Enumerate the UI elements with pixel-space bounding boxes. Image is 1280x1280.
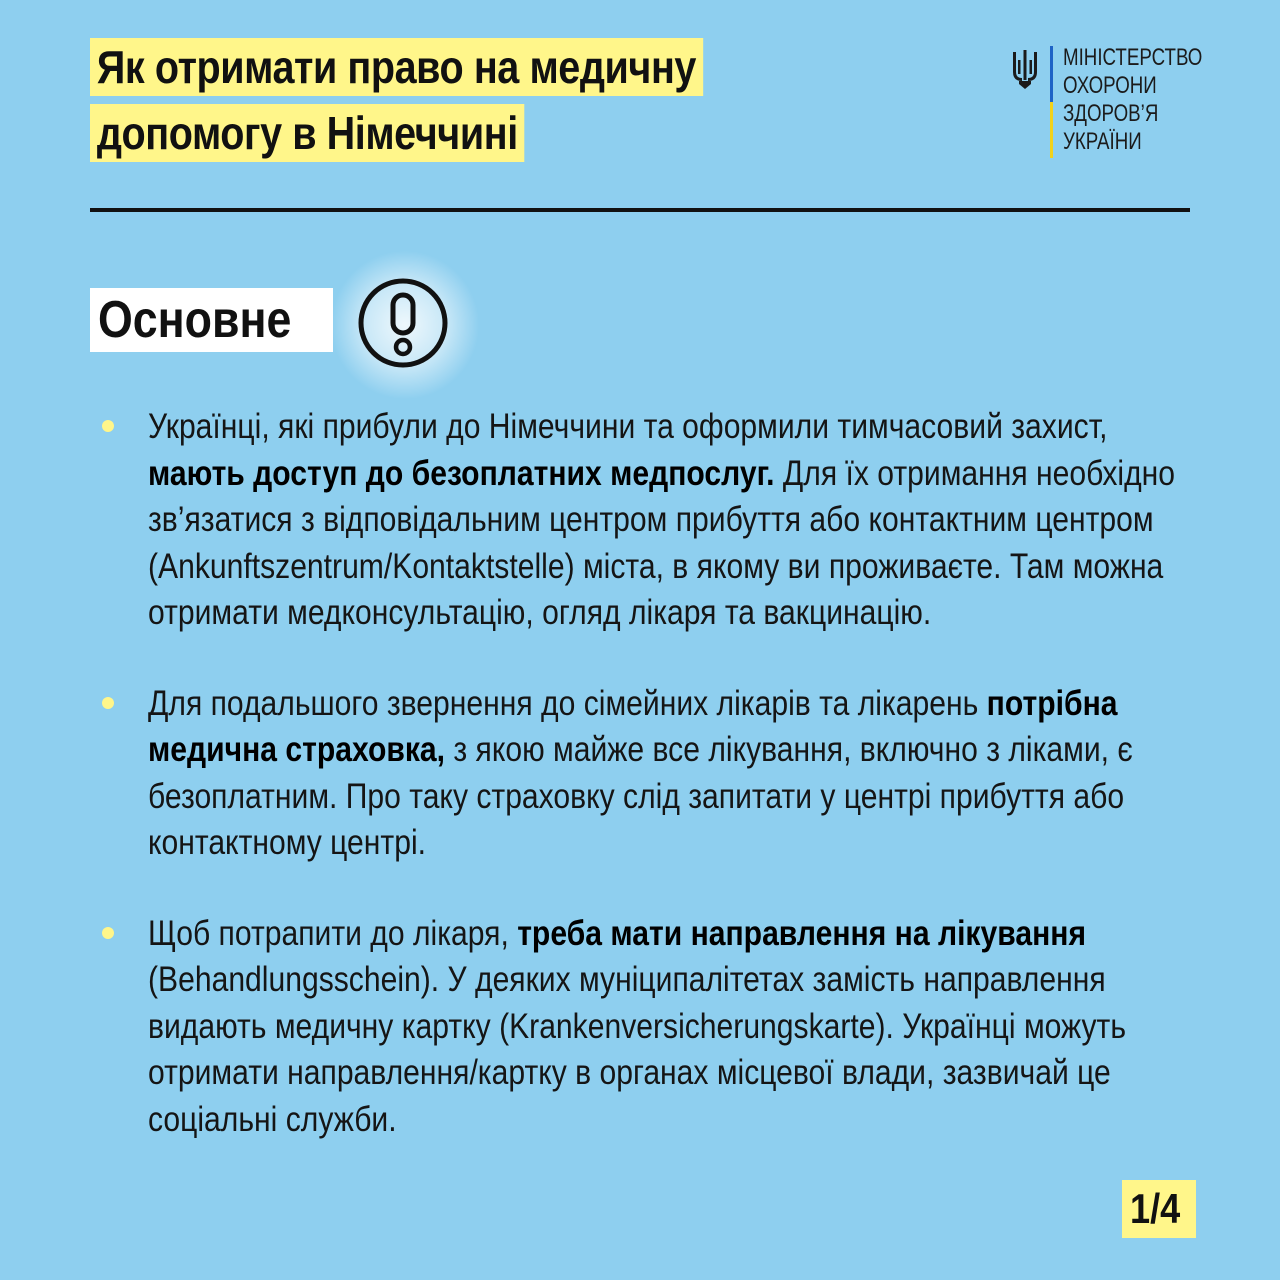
ministry-logo (1010, 44, 1242, 158)
bullet-list (98, 404, 1198, 1187)
ministry-name (1063, 44, 1202, 158)
bullet-text: Українці, які прибули до Німеччини та оформили тимчасовий захист, мають доступ до безоплатних медпослуг. Для їх отримання необхідно зв’язатися з відповідальним центром прибуття або контактним центром (Ankunftszentrum/Kontaktstelle) міста, в якому ви проживаєте. Там можна отримати медконсультацію, огляд лікаря та вакцинацію. (148, 407, 1176, 632)
ministry-name-line-4: УКРАЇНИ (1063, 128, 1142, 155)
title-line-1: Як отримати право на медичну (90, 38, 703, 96)
title-line-2: допомогу в Німеччині (90, 104, 525, 162)
bullet-dot (102, 697, 114, 709)
exclamation-circle-icon (355, 275, 451, 371)
page-title (90, 38, 803, 170)
page-indicator: 1/4 (1122, 1180, 1196, 1238)
bullet-dot (102, 420, 114, 432)
ministry-name-line-1: МІНІСТЕРСТВО (1063, 44, 1203, 71)
ministry-name-line-3: ЗДОРОВ’Я (1063, 100, 1159, 127)
list-item (98, 681, 1198, 867)
bullet-text: Щоб потрапити до лікаря, треба мати направлення на лікування (Behandlungsschein). У деяких муніципалітетах замість направлення видають медичну картку (Krankenversicherungskarte). Українці можуть отримати направлення/картку в органах місцевої влади, зазвичай це соціальні служби. (148, 913, 1127, 1139)
logo-divider (1050, 46, 1053, 158)
section-label: Основне (90, 288, 333, 352)
bullet-text: Для подальшого звернення до сімейних лікарів та лікарень потрібна медична страховка, з якою майже все лікування, включно з ліками, є безоплатним. Про таку страховку слід запитати у центрі прибуття або контактному центрі. (148, 683, 1133, 862)
bullet-dot (102, 927, 114, 939)
list-item (98, 404, 1198, 637)
trident-icon (1010, 48, 1040, 90)
header-divider (90, 208, 1190, 212)
list-item (98, 911, 1198, 1144)
ministry-name-line-2: ОХОРОНИ (1063, 72, 1157, 99)
